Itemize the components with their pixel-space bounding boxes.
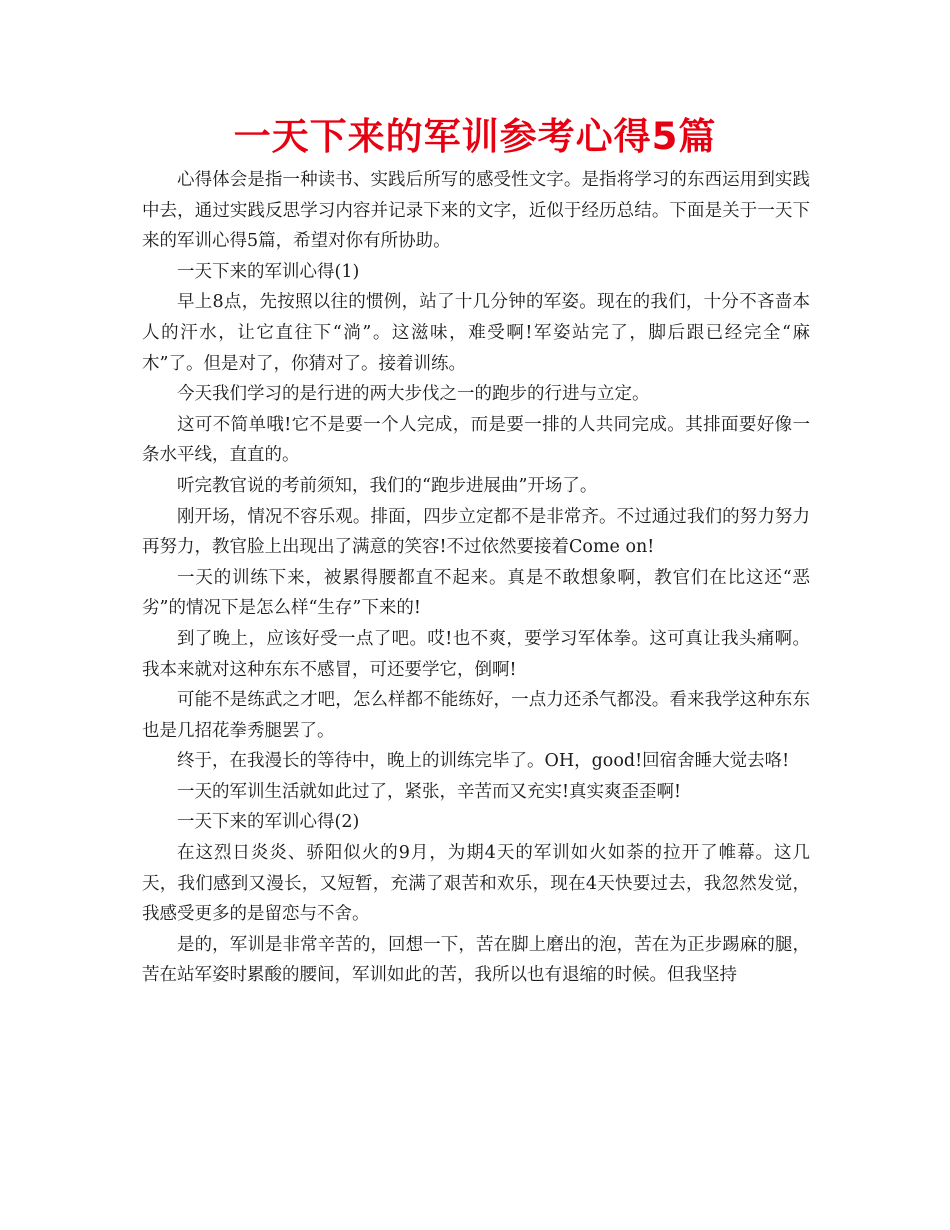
body-paragraph: 刚开场，情况不容乐观。排面，四步立定都不是非常齐。不过通过我们的努力努力再努力，教官脸上出现出了满意的笑容!不过依然要接着Come on! [142, 506, 810, 558]
body-paragraph: 今天我们学习的是行进的两大步伐之一的跑步的行进与立定。 [177, 384, 650, 405]
document-body [142, 165, 810, 991]
body-paragraph: 一天的军训生活就如此过了，紧张，辛苦而又充实!真实爽歪歪啊! [177, 781, 682, 802]
section-heading-2: 一天下来的军训心得(2) [177, 812, 360, 833]
body-paragraph: 可能不是练武之才吧，怎么样都不能练好，一点力还杀气都没。看来我学这种东东也是几招花拳秀腿罢了。 [142, 690, 810, 741]
body-paragraph: 听完教官说的考前须知，我们的“跑步进展曲”开场了。 [177, 475, 598, 496]
body-paragraph: 到了晚上，应该好受一点了吧。哎!也不爽，要学习军体拳。这可真让我头痛啊。我本来就对这种东东不感冒，可还要学它，倒啊! [142, 628, 810, 680]
document-title: 一天下来的军训参考心得5篇 [233, 115, 717, 158]
intro-paragraph: 心得体会是指一种读书、实践后所写的感受性文字。是指将学习的东西运用到实践中去，通过实践反思学习内容并记录下来的文字，近似于经历总结。下面是关于一天下来的军训心得5篇，希望对你有所协助。 [142, 170, 810, 252]
body-paragraph: 在这烈日炎炎、骄阳似火的9月，为期4天的军训如火如荼的拉开了帷幕。这几天，我们感到又漫长，又短暂，充满了艰苦和欢乐，现在4天快要过去，我忽然发觉，我感受更多的是留恋与不舍。 [142, 843, 810, 925]
body-paragraph: 一天的训练下来，被累得腰都直不起来。真是不敢想象啊，教官们在比这还“恶劣”的情况下是怎么样“生存”下来的! [142, 567, 810, 619]
body-paragraph: 早上8点，先按照以往的惯例，站了十几分钟的军姿。现在的我们，十分不吝啬本人的汗水，让它直往下“淌”。这滋味，难受啊!军姿站完了，脚后跟已经完全“麻木”了。但是对了，你猜对了。接着训练。 [142, 292, 810, 374]
body-paragraph: 终于，在我漫长的等待中，晚上的训练完毕了。OH，good!回宿舍睡大觉去咯! [177, 751, 790, 772]
body-paragraph: 是的，军训是非常辛苦的，回想一下，苦在脚上磨出的泡，苦在为正步踢麻的腿，苦在站军姿时累酸的腰间，军训如此的苦，我所以也有退缩的时候。但我坚持 [142, 934, 810, 986]
body-paragraph: 这可不简单哦!它不是要一个人完成，而是要一排的人共同完成。其排面要好像一条水平线，直直的。 [142, 414, 810, 466]
section-heading-1: 一天下来的军训心得(1) [177, 261, 360, 282]
